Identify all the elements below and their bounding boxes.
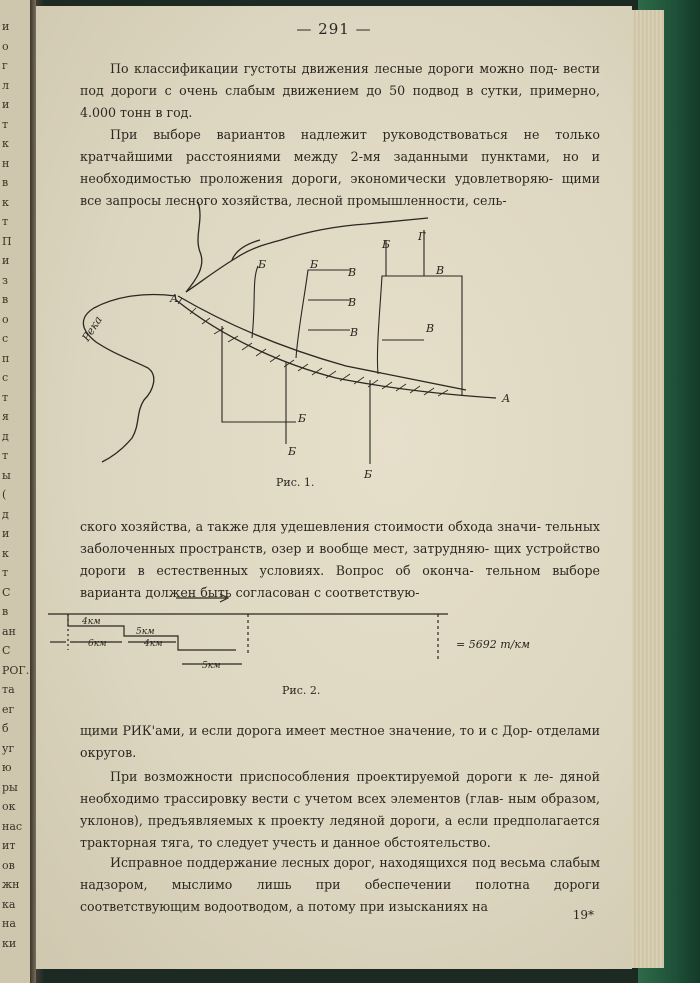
left-page-fragment: ок	[2, 800, 16, 813]
label-a-end: А	[502, 392, 511, 405]
left-page-fragment: в	[2, 176, 9, 189]
hatched-band	[178, 298, 448, 396]
paragraph-4	[80, 720, 600, 764]
figure-1-map	[36, 200, 632, 500]
left-page-fragment: ы	[2, 468, 11, 482]
left-page-fragment: и	[2, 98, 10, 111]
figure-1-caption: Рис. 1.	[276, 476, 315, 489]
left-page-fragment: к	[2, 546, 9, 560]
left-page-fragment: и	[2, 20, 10, 33]
paragraph-text: При выборе вариантов надлежит руководствоваться не только кратчайшими расстояниями между 2-мя заданными пунктами, но и необходимостью проложения дороги, экономически удовлетворяю- щими все запросы лесного хозяйства, лесной промышленности, сель-	[80, 127, 600, 208]
left-page-fragment: уг	[2, 741, 15, 755]
left-page-fragment: к	[2, 137, 9, 150]
segment-label-2: 4км	[144, 639, 163, 649]
left-page-fragment: ры	[2, 780, 18, 794]
left-page-fragment: с	[2, 332, 9, 345]
left-page-fragment: з	[2, 273, 8, 287]
left-page-fragment: и	[2, 527, 10, 540]
left-page-fragment: П	[2, 234, 12, 248]
left-page-fragment: РОГ.	[2, 663, 30, 677]
left-page-fragment: с	[2, 371, 9, 384]
left-page-fragment: н	[2, 156, 10, 170]
left-page-fragment: ю	[2, 761, 12, 774]
left-page-fragment: в	[2, 293, 9, 306]
left-page-fragment: и	[2, 254, 10, 267]
label-v5: В	[426, 322, 435, 335]
top-label-2: 5км	[136, 627, 155, 637]
left-page-fragment: ка	[2, 897, 16, 911]
paragraph-text: При возможности приспособления проектируемой дороги к ле- дяной необходимо трассировку вести с учетом всех элементов (глав- ным образом, уклонов), предъявляемых к проекту ледяной дороги, а если предполагается тракторная тяга, то следует учесть и данное обстоятельство.	[80, 769, 600, 850]
left-page-fragment: г	[2, 59, 8, 72]
road-a-a	[176, 300, 496, 398]
left-page-fragment: к	[2, 195, 9, 209]
river-label: Река	[79, 313, 105, 344]
segment-label-3: 5км	[202, 661, 221, 670]
book-page	[36, 6, 632, 969]
paragraph-2	[80, 124, 600, 212]
left-page-fragment: б	[2, 722, 9, 735]
label-b1: Б	[258, 258, 267, 271]
left-page-fragment: та	[2, 683, 15, 696]
formula-label: = 5692 т/км	[456, 638, 531, 651]
left-page-fragment: я	[2, 410, 9, 423]
label-v2: В	[348, 296, 357, 309]
left-page-fragment: о	[2, 39, 9, 53]
left-page-fragment: ов	[2, 858, 15, 872]
left-page-fragment: в	[2, 605, 9, 618]
footer-page-number: 19*	[572, 908, 594, 922]
branch-line	[232, 240, 260, 260]
left-page-fragment: т	[2, 390, 9, 404]
paragraph-text: щими РИК'ами, и если дорога имеет местное значение, то и с Дор- отделами округов.	[80, 723, 600, 760]
left-page-fragment: т	[2, 449, 9, 462]
left-page-fragment: С	[2, 585, 11, 599]
label-a-start: А	[170, 292, 179, 305]
left-page-fragment: ит	[2, 839, 16, 852]
left-page-fragment: ан	[2, 624, 16, 638]
label-v3: В	[350, 326, 359, 339]
left-page-fragment: л	[2, 78, 9, 92]
label-b4: Б	[298, 412, 307, 425]
paragraph-1	[80, 58, 600, 124]
label-b2: Б	[310, 258, 319, 271]
left-page-fragment: (	[2, 488, 7, 501]
top-label-1: 4км	[82, 617, 101, 627]
left-page-fragment: ег	[2, 702, 15, 716]
left-page-fragment: С	[2, 644, 11, 657]
left-page-fragment: т	[2, 215, 9, 228]
left-page-fragment: т	[2, 117, 9, 131]
left-page-fragment: д	[2, 429, 9, 443]
left-page-fragment: жн	[2, 878, 20, 891]
left-page-fragment: о	[2, 312, 9, 326]
figure-2-profile	[36, 590, 632, 670]
left-page-fragment: ки	[2, 936, 17, 950]
paragraph-5	[80, 766, 600, 854]
label-b5: Б	[288, 445, 297, 458]
road-variant	[178, 296, 466, 390]
left-page-fragment: на	[2, 917, 16, 930]
label-b3: Б	[382, 238, 391, 251]
paragraph-text: По классификации густоты движения лесные дороги можно под- вести под дороги с очень слабым движением до 50 подвод в сутки, примерно, 4.000 тонн в год.	[80, 61, 600, 120]
paragraph-text: ского хозяйства, а также для удешевления стоимости обхода значи- тельных заболоченных пространств, озер и вообще мест, затрудняю- щих устройство дороги в естественных условиях. Вопрос об оконча- тельном выборе варианта должен быть согласован с соответствую-	[80, 519, 600, 600]
paragraph-6	[80, 852, 600, 918]
left-page-fragment: п	[2, 351, 10, 365]
left-page-fragment: нас	[2, 819, 23, 833]
figure-2-caption: Рис. 2.	[282, 684, 321, 697]
left-page-fragment: т	[2, 566, 9, 579]
page-number-header: — 291 —	[296, 20, 372, 38]
label-g: Г	[418, 230, 426, 243]
paragraph-text: Исправное поддержание лесных дорог, находящихся под весьма слабым надзором, мыслимо лишь при обеспечении полотна дороги соответствующим водоотводом, а потому при изысканиях на	[80, 855, 600, 914]
label-v1: В	[348, 266, 357, 279]
stream-line	[186, 202, 202, 292]
segment-label-1: 6км	[88, 639, 107, 649]
label-v4: В	[436, 264, 445, 277]
left-page-fragment: д	[2, 507, 9, 521]
label-b6: Б	[364, 468, 373, 481]
